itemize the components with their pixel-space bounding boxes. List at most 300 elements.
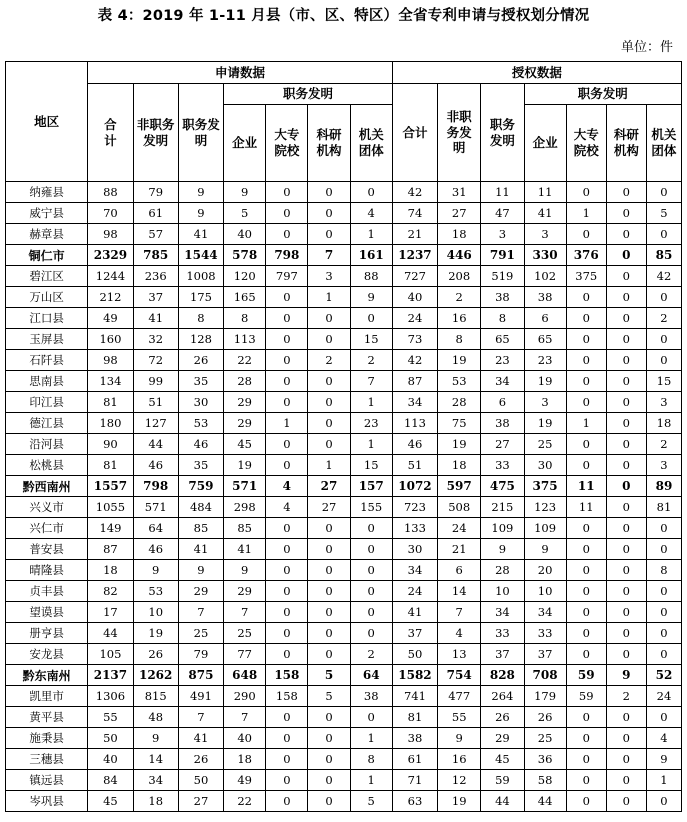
value-cell: 14 [438,581,481,602]
value-cell: 105 [88,644,133,665]
value-cell: 127 [133,413,178,434]
value-cell: 491 [178,686,223,707]
value-cell: 98 [88,350,133,371]
header-apply-non-service: 非职务发明 [133,84,178,182]
value-cell: 18 [133,791,178,812]
value-cell: 0 [266,434,308,455]
value-cell: 0 [266,560,308,581]
value-cell: 0 [646,644,681,665]
value-cell: 0 [350,182,392,203]
value-cell: 7 [438,602,481,623]
value-cell: 11 [566,476,606,497]
value-cell: 41 [133,308,178,329]
value-cell: 3 [524,392,566,413]
value-cell: 0 [308,602,350,623]
value-cell: 797 [266,266,308,287]
table-row-subtotal [6,665,682,686]
value-cell: 49 [224,770,266,791]
value-cell: 723 [392,497,437,518]
value-cell: 18 [438,455,481,476]
value-cell: 4 [646,728,681,749]
value-cell: 215 [481,497,524,518]
header-grant-total: 合计 [392,84,437,182]
table-row [6,644,682,665]
value-cell: 8 [224,308,266,329]
value-cell: 33 [481,623,524,644]
value-cell: 51 [392,455,437,476]
value-cell: 0 [266,539,308,560]
value-cell: 40 [224,224,266,245]
value-cell: 0 [566,728,606,749]
value-cell: 46 [178,434,223,455]
value-cell: 46 [133,455,178,476]
value-cell: 0 [606,392,646,413]
value-cell: 19 [224,455,266,476]
value-cell: 9 [224,560,266,581]
value-cell: 0 [606,581,646,602]
value-cell: 42 [392,350,437,371]
value-cell: 0 [350,623,392,644]
value-cell: 0 [646,329,681,350]
region-name-cell: 望谟县 [6,602,88,623]
value-cell: 33 [481,455,524,476]
value-cell: 23 [481,350,524,371]
value-cell: 74 [392,203,437,224]
value-cell: 10 [133,602,178,623]
region-name-cell: 黔东南州 [6,665,88,686]
value-cell: 90 [88,434,133,455]
value-cell: 0 [266,602,308,623]
table-row [6,707,682,728]
value-cell: 59 [481,770,524,791]
value-cell: 236 [133,266,178,287]
value-cell: 37 [392,623,437,644]
value-cell: 0 [606,245,646,266]
value-cell: 0 [308,791,350,812]
value-cell: 133 [392,518,437,539]
value-cell: 109 [524,518,566,539]
value-cell: 785 [133,245,178,266]
value-cell: 179 [524,686,566,707]
value-cell: 0 [606,434,646,455]
value-cell: 0 [308,770,350,791]
value-cell: 81 [88,392,133,413]
table-row [6,455,682,476]
value-cell: 0 [606,350,646,371]
value-cell: 0 [308,560,350,581]
value-cell: 0 [566,224,606,245]
value-cell: 19 [133,623,178,644]
value-cell: 6 [438,560,481,581]
table-row [6,182,682,203]
value-cell: 0 [308,707,350,728]
value-cell: 25 [524,728,566,749]
value-cell: 0 [266,350,308,371]
value-cell: 158 [266,686,308,707]
region-name-cell: 三穗县 [6,749,88,770]
value-cell: 7 [224,602,266,623]
value-cell: 38 [392,728,437,749]
region-name-cell: 印江县 [6,392,88,413]
value-cell: 87 [88,539,133,560]
table-row [6,560,682,581]
value-cell: 7 [308,245,350,266]
value-cell: 22 [224,350,266,371]
value-cell: 3 [481,224,524,245]
table-row [6,224,682,245]
value-cell: 0 [606,791,646,812]
value-cell: 2 [646,308,681,329]
value-cell: 4 [266,497,308,518]
value-cell: 44 [88,623,133,644]
value-cell: 44 [524,791,566,812]
value-cell: 0 [646,602,681,623]
value-cell: 47 [481,203,524,224]
value-cell: 21 [438,539,481,560]
value-cell: 1237 [392,245,437,266]
value-cell: 1 [646,770,681,791]
value-cell: 290 [224,686,266,707]
value-cell: 727 [392,266,437,287]
value-cell: 88 [350,266,392,287]
value-cell: 37 [481,644,524,665]
value-cell: 9 [133,728,178,749]
value-cell: 13 [438,644,481,665]
value-cell: 25 [178,623,223,644]
value-cell: 45 [88,791,133,812]
value-cell: 16 [438,749,481,770]
table-row-subtotal [6,245,682,266]
value-cell: 2 [350,350,392,371]
value-cell: 0 [350,581,392,602]
table-row [6,434,682,455]
value-cell: 85 [178,518,223,539]
value-cell: 0 [308,371,350,392]
value-cell: 71 [392,770,437,791]
value-cell: 791 [481,245,524,266]
value-cell: 34 [481,602,524,623]
value-cell: 85 [646,245,681,266]
value-cell: 123 [524,497,566,518]
value-cell: 12 [438,770,481,791]
value-cell: 0 [266,329,308,350]
value-cell: 0 [646,623,681,644]
header-grant-non-service: 非职务发明 [438,84,481,182]
value-cell: 0 [646,518,681,539]
value-cell: 1 [350,770,392,791]
region-name-cell: 松桃县 [6,455,88,476]
value-cell: 160 [88,329,133,350]
value-cell: 75 [438,413,481,434]
value-cell: 208 [438,266,481,287]
value-cell: 23 [524,350,566,371]
header-grant-service-breakdown: 职务发明 [524,84,682,105]
value-cell: 648 [224,665,266,686]
value-cell: 165 [224,287,266,308]
page-title: 表 4：2019 年 1-11 月县（市、区、特区）全省专利申请与授权划分情况 [97,8,590,24]
value-cell: 79 [178,644,223,665]
value-cell: 64 [133,518,178,539]
table-row [6,749,682,770]
value-cell: 1 [308,455,350,476]
value-cell: 0 [266,518,308,539]
value-cell: 11 [566,497,606,518]
value-cell: 0 [308,728,350,749]
value-cell: 0 [606,770,646,791]
header-apply-research: 科研机构 [308,105,350,182]
value-cell: 0 [308,434,350,455]
header-grant-enterprise: 企业 [524,105,566,182]
value-cell: 2 [438,287,481,308]
header-region: 地区 [6,62,88,182]
header-grant-agency: 机关团体 [646,105,681,182]
value-cell: 22 [224,791,266,812]
value-cell: 41 [178,224,223,245]
region-name-cell: 铜仁市 [6,245,88,266]
value-cell: 875 [178,665,223,686]
value-cell: 0 [606,497,646,518]
value-cell: 0 [266,749,308,770]
value-cell: 0 [266,392,308,413]
value-cell: 27 [438,203,481,224]
value-cell: 5 [308,686,350,707]
value-cell: 175 [178,287,223,308]
value-cell: 21 [392,224,437,245]
region-name-cell: 赫章县 [6,224,88,245]
table-row [6,518,682,539]
value-cell: 30 [392,539,437,560]
value-cell: 9 [606,665,646,686]
table-row [6,770,682,791]
value-cell: 828 [481,665,524,686]
value-cell: 0 [566,287,606,308]
region-name-cell: 安龙县 [6,644,88,665]
value-cell: 9 [178,560,223,581]
value-cell: 32 [133,329,178,350]
value-cell: 48 [133,707,178,728]
value-cell: 1262 [133,665,178,686]
header-grant-college: 大专院校 [566,105,606,182]
value-cell: 519 [481,266,524,287]
value-cell: 0 [646,707,681,728]
value-cell: 41 [178,728,223,749]
value-cell: 0 [266,182,308,203]
table-row [6,371,682,392]
value-cell: 50 [392,644,437,665]
value-cell: 30 [524,455,566,476]
value-cell: 5 [224,203,266,224]
table-row-subtotal [6,476,682,497]
header-apply-agency: 机关团体 [350,105,392,182]
value-cell: 1055 [88,497,133,518]
value-cell: 89 [646,476,681,497]
value-cell: 0 [606,539,646,560]
table-body [6,182,682,812]
value-cell: 0 [646,581,681,602]
value-cell: 18 [646,413,681,434]
value-cell: 41 [178,539,223,560]
value-cell: 1 [350,392,392,413]
value-cell: 0 [566,539,606,560]
value-cell: 19 [524,413,566,434]
value-cell: 0 [266,455,308,476]
value-cell: 2137 [88,665,133,686]
table-row [6,203,682,224]
value-cell: 0 [566,749,606,770]
value-cell: 15 [350,455,392,476]
value-cell: 0 [266,707,308,728]
value-cell: 0 [646,182,681,203]
table-row [6,287,682,308]
value-cell: 77 [224,644,266,665]
value-cell: 0 [566,329,606,350]
value-cell: 8 [646,560,681,581]
value-cell: 8 [481,308,524,329]
value-cell: 11 [481,182,524,203]
value-cell: 6 [481,392,524,413]
value-cell: 298 [224,497,266,518]
value-cell: 73 [392,329,437,350]
region-name-cell: 石阡县 [6,350,88,371]
value-cell: 34 [524,602,566,623]
value-cell: 41 [524,203,566,224]
value-cell: 477 [438,686,481,707]
value-cell: 40 [224,728,266,749]
value-cell: 1544 [178,245,223,266]
value-cell: 0 [566,791,606,812]
value-cell: 10 [524,581,566,602]
table-row [6,392,682,413]
value-cell: 1 [566,203,606,224]
value-cell: 0 [566,308,606,329]
value-cell: 58 [524,770,566,791]
value-cell: 9 [178,182,223,203]
header-apply-group: 申请数据 [88,62,393,84]
value-cell: 0 [308,749,350,770]
value-cell: 1 [350,434,392,455]
value-cell: 30 [178,392,223,413]
value-cell: 4 [266,476,308,497]
table-row [6,791,682,812]
value-cell: 4 [350,203,392,224]
table-row [6,413,682,434]
value-cell: 42 [392,182,437,203]
value-cell: 88 [88,182,133,203]
value-cell: 0 [266,770,308,791]
table-row [6,539,682,560]
value-cell: 9 [133,560,178,581]
value-cell: 70 [88,203,133,224]
value-cell: 45 [481,749,524,770]
value-cell: 9 [524,539,566,560]
value-cell: 798 [266,245,308,266]
value-cell: 37 [133,287,178,308]
value-cell: 46 [392,434,437,455]
value-cell: 0 [606,455,646,476]
value-cell: 0 [606,329,646,350]
value-cell: 34 [392,560,437,581]
value-cell: 0 [350,518,392,539]
value-cell: 0 [266,644,308,665]
value-cell: 1008 [178,266,223,287]
value-cell: 50 [178,770,223,791]
value-cell: 15 [350,329,392,350]
value-cell: 0 [606,182,646,203]
value-cell: 113 [224,329,266,350]
table-row [6,350,682,371]
value-cell: 98 [88,224,133,245]
header-apply-service-breakdown: 职务发明 [224,84,393,105]
value-cell: 1 [266,413,308,434]
value-cell: 28 [224,371,266,392]
region-name-cell: 施秉县 [6,728,88,749]
value-cell: 79 [133,182,178,203]
value-cell: 798 [133,476,178,497]
value-cell: 81 [88,455,133,476]
value-cell: 759 [178,476,223,497]
value-cell: 9 [646,749,681,770]
region-name-cell: 镇远县 [6,770,88,791]
value-cell: 120 [224,266,266,287]
value-cell: 65 [481,329,524,350]
value-cell: 0 [308,539,350,560]
value-cell: 27 [178,791,223,812]
value-cell: 0 [606,287,646,308]
value-cell: 158 [266,665,308,686]
value-cell: 34 [392,392,437,413]
value-cell: 0 [646,791,681,812]
value-cell: 19 [438,434,481,455]
value-cell: 8 [438,329,481,350]
value-cell: 29 [224,413,266,434]
value-cell: 0 [266,224,308,245]
value-cell: 155 [350,497,392,518]
region-name-cell: 纳雍县 [6,182,88,203]
value-cell: 102 [524,266,566,287]
value-cell: 7 [178,707,223,728]
value-cell: 3 [646,455,681,476]
header-apply-college: 大专院校 [266,105,308,182]
value-cell: 1557 [88,476,133,497]
value-cell: 29 [178,581,223,602]
value-cell: 0 [566,644,606,665]
value-cell: 5 [646,203,681,224]
value-cell: 44 [133,434,178,455]
value-cell: 375 [566,266,606,287]
value-cell: 85 [224,518,266,539]
value-cell: 26 [524,707,566,728]
value-cell: 46 [133,539,178,560]
value-cell: 571 [133,497,178,518]
value-cell: 18 [438,224,481,245]
value-cell: 0 [606,560,646,581]
value-cell: 0 [566,770,606,791]
value-cell: 0 [646,287,681,308]
value-cell: 33 [524,623,566,644]
value-cell: 0 [308,581,350,602]
value-cell: 508 [438,497,481,518]
value-cell: 17 [88,602,133,623]
value-cell: 26 [481,707,524,728]
value-cell: 0 [350,602,392,623]
value-cell: 0 [606,749,646,770]
value-cell: 0 [308,182,350,203]
value-cell: 0 [566,350,606,371]
region-name-cell: 黔西南州 [6,476,88,497]
value-cell: 708 [524,665,566,686]
value-cell: 0 [566,602,606,623]
region-name-cell: 兴义市 [6,497,88,518]
